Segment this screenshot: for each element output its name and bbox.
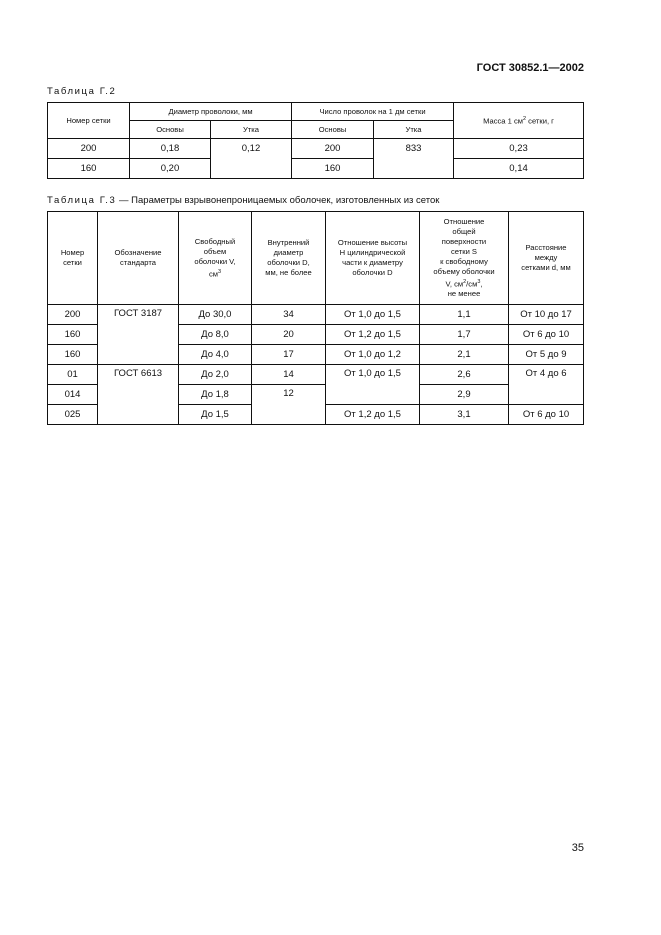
table-g3-caption [47, 195, 439, 206]
cell-count-base: 160 [292, 159, 374, 179]
cell-designation: ГОСТ 3187 [98, 305, 179, 365]
cell-surface-ratio: 2,1 [420, 345, 509, 365]
cell-distance: От 4 до 6 [509, 365, 584, 405]
header-surface-ratio [420, 212, 509, 305]
header-line: Внутренний [267, 238, 310, 247]
header-distance [509, 212, 584, 305]
header-line: не менее [447, 289, 481, 299]
cell-mass: 0,23 [454, 139, 584, 159]
table-g2-caption [47, 86, 116, 97]
header-line: сетками d, мм [521, 263, 571, 272]
table-g3 [47, 211, 584, 425]
cell-mesh: 160 [48, 345, 98, 365]
header-line: между [534, 253, 558, 262]
header-line: оболочки D, [267, 258, 310, 267]
cell-count-base: 200 [292, 139, 374, 159]
cell-distance: От 6 до 10 [509, 405, 584, 425]
header-line: Расстояние [525, 243, 567, 252]
header-height-ratio [326, 212, 420, 305]
cell-height-ratio: От 1,0 до 1,5 [326, 305, 420, 325]
cell-height-ratio: От 1,0 до 1,2 [326, 345, 420, 365]
table-g3-caption-label: Таблица Г.3 [47, 195, 117, 206]
cell-weft: 0,12 [211, 139, 292, 179]
table-header-row [48, 103, 584, 121]
header-line: к свободному [440, 256, 488, 266]
cell-mesh: 200 [48, 305, 98, 325]
cell-surface-ratio: 3,1 [420, 405, 509, 425]
header-mesh: Номер сетки [48, 103, 130, 139]
header-line: сетки S [451, 246, 477, 256]
header-free-volume [179, 212, 252, 305]
cell-surface-ratio: 2,9 [420, 385, 509, 405]
cell-mesh: 01 [48, 365, 98, 385]
cell-diameter: 12 [252, 385, 326, 425]
table-g3-caption-text: — Параметры взрывонепроницаемых оболочек, изготовленных из сеток [116, 195, 440, 206]
header-wire-count: Число проволок на 1 дм сетки [292, 103, 454, 121]
header-mass-sup: 2 [522, 115, 527, 122]
header-line: V, см [445, 279, 464, 289]
cell-mesh: 160 [48, 159, 130, 179]
cell-distance: От 6 до 10 [509, 325, 584, 345]
header-line: Свободный [194, 236, 236, 246]
header-designation [98, 212, 179, 305]
cell-mesh: 014 [48, 385, 98, 405]
cell-height-ratio: От 1,2 до 1,5 [326, 325, 420, 345]
header-line: общей [452, 226, 476, 236]
cell-diameter: 14 [252, 365, 326, 385]
table-header-row [48, 212, 584, 305]
cell-height-ratio: От 1,2 до 1,5 [326, 405, 420, 425]
table-g2-caption-label: Таблица Г.2 [47, 86, 117, 97]
header-line: части к диаметру [342, 258, 403, 267]
header-mass-text-end: сетки, г [526, 116, 554, 126]
header-line: /см [466, 279, 478, 289]
header-line: Номер [60, 248, 85, 257]
table-row [48, 305, 584, 325]
cell-diameter: 34 [252, 305, 326, 325]
cell-designation: ГОСТ 6613 [98, 365, 179, 425]
cell-volume: До 1,5 [179, 405, 252, 425]
cell-volume: До 1,8 [179, 385, 252, 405]
header-line: Отношение [443, 216, 485, 226]
header-inner-diameter [252, 212, 326, 305]
cell-surface-ratio: 2,6 [420, 365, 509, 385]
cell-mesh: 160 [48, 325, 98, 345]
cell-mesh: 200 [48, 139, 130, 159]
cell-volume: До 8,0 [179, 325, 252, 345]
header-line: диаметр [273, 248, 304, 257]
cell-surface-ratio: 1,7 [420, 325, 509, 345]
header-count-weft: Утка [374, 121, 454, 139]
cell-surface-ratio: 1,1 [420, 305, 509, 325]
header-mass-text: Масса 1 см [483, 116, 523, 126]
cell-mesh: 025 [48, 405, 98, 425]
header-line: объем [203, 246, 227, 256]
header-weft: Утка [211, 121, 292, 139]
page-number: 35 [571, 842, 584, 854]
header-count-base: Основы [292, 121, 374, 139]
header-line: Н цилиндрической [339, 248, 406, 257]
header-mass [454, 103, 584, 139]
header-line: стандарта [120, 258, 156, 267]
cell-diameter: 17 [252, 345, 326, 365]
header-mesh [48, 212, 98, 305]
document-id: ГОСТ 30852.1—2002 [476, 62, 584, 74]
header-line: сетки [63, 258, 82, 267]
header-line: оболочки V, [194, 256, 236, 266]
header-sup: 3 [477, 278, 481, 285]
header-line: см [208, 269, 218, 279]
cell-mass: 0,14 [454, 159, 584, 179]
cell-volume: До 2,0 [179, 365, 252, 385]
table-row [48, 159, 584, 179]
header-sup: 2 [463, 278, 467, 285]
header-line: поверхности [441, 236, 487, 246]
header-line: Обозначение [114, 248, 162, 257]
header-line: Отношение высоты [337, 238, 408, 247]
cell-base: 0,20 [130, 159, 211, 179]
header-base: Основы [130, 121, 211, 139]
cell-volume: До 4,0 [179, 345, 252, 365]
cell-volume: До 30,0 [179, 305, 252, 325]
table-row [48, 139, 584, 159]
cell-count-weft: 833 [374, 139, 454, 179]
header-sup: 3 [217, 268, 222, 275]
table-row [48, 365, 584, 385]
header-wire-diameter: Диаметр проволоки, мм [130, 103, 292, 121]
header-line: мм, не более [265, 268, 312, 277]
cell-distance: От 5 до 9 [509, 345, 584, 365]
cell-height-ratio: От 1,0 до 1,5 [326, 365, 420, 405]
header-line: оболочки D [352, 268, 393, 277]
table-g2 [47, 102, 584, 179]
cell-base: 0,18 [130, 139, 211, 159]
cell-distance: От 10 до 17 [509, 305, 584, 325]
cell-diameter: 20 [252, 325, 326, 345]
header-line: объему оболочки [433, 266, 495, 276]
header-line: , [480, 279, 483, 289]
